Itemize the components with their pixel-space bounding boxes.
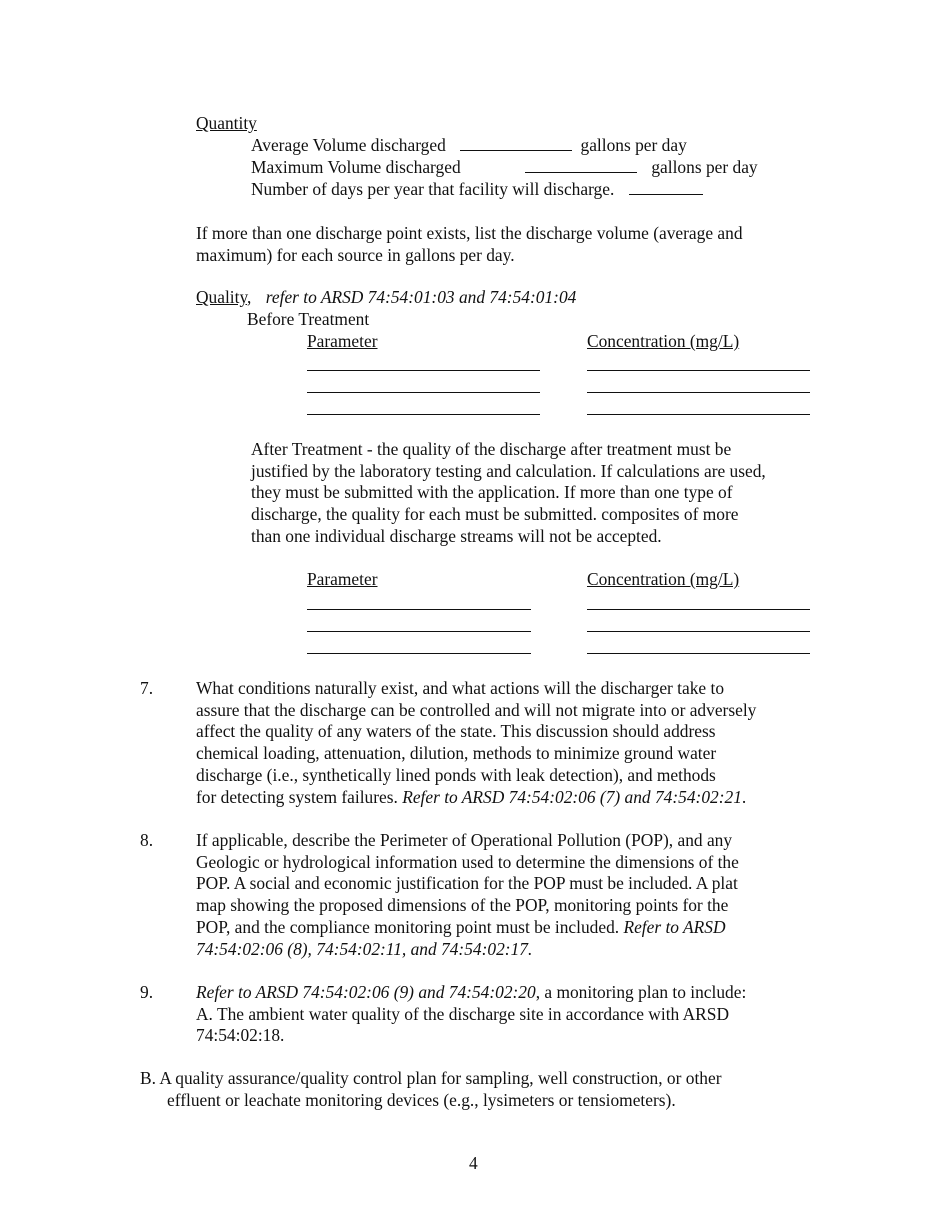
text-line: After Treatment - the quality of the discharge after treatment must be: [251, 439, 732, 459]
text-line: [196, 917, 739, 939]
before-parameter-line-3[interactable]: [307, 414, 540, 415]
item-7-reference: Refer to ARSD 74:54:02:06 (7) and 74:54:02:21: [402, 786, 742, 807]
text-line: Geologic or hydrological information used to determine the dimensions of the: [196, 851, 739, 872]
multiple-points-paragraph: [196, 223, 743, 266]
text-line: they must be submitted with the application. If more than one type of: [251, 482, 733, 503]
item-9-text: [196, 982, 746, 1047]
text-line: maximum) for each source in gallons per day.: [196, 244, 515, 265]
average-volume-label: Average Volume discharged: [251, 135, 446, 155]
after-concentration-line-1[interactable]: [587, 609, 810, 610]
maximum-volume-field[interactable]: [525, 157, 637, 173]
after-parameter-header: Parameter: [307, 569, 378, 589]
text-line: than one individual discharge streams will not be accepted.: [251, 525, 662, 546]
item-7-period: .: [741, 786, 747, 807]
text-line: POP. A social and economic justification for the POP must be included. A plat: [196, 873, 738, 894]
after-concentration-line-2[interactable]: [587, 631, 810, 632]
item-8-line-5: POP, and the compliance monitoring point must be included.: [196, 916, 624, 937]
average-volume-field[interactable]: [460, 135, 572, 151]
item-8-text: [196, 830, 739, 960]
discharge-days-field[interactable]: [629, 179, 703, 195]
before-concentration-line-2[interactable]: [587, 392, 810, 393]
average-volume-unit: gallons per day: [580, 135, 687, 155]
quantity-heading: Quantity: [196, 113, 257, 133]
item-b-line-1: B. A quality assurance/quality control plan for sampling, well construction, or other: [140, 1068, 722, 1088]
item-7-text: [196, 678, 756, 808]
after-parameter-line-2[interactable]: [307, 631, 531, 632]
text-line: discharge, the quality for each must be submitted. composites of more: [251, 504, 739, 525]
after-parameter-line-3[interactable]: [307, 653, 531, 654]
item-8-reference-b: 74:54:02:06 (8), 74:54:02:11, and 74:54:02:17.: [196, 938, 533, 959]
item-7-last-line: for detecting system failures.: [196, 786, 403, 807]
discharge-days-row: [251, 179, 703, 201]
quality-heading: Quality: [196, 287, 248, 307]
text-line: What conditions naturally exist, and what actions will the discharger take to: [196, 678, 725, 698]
before-treatment-label: Before Treatment: [247, 309, 370, 329]
page-number: 4: [469, 1153, 478, 1173]
maximum-volume-row: [251, 157, 758, 179]
after-concentration-line-3[interactable]: [587, 653, 810, 654]
before-parameter-header: Parameter: [307, 331, 378, 351]
item-8-number: 8.: [140, 830, 154, 850]
before-concentration-line-3[interactable]: [587, 414, 810, 415]
before-parameter-line-1[interactable]: [307, 370, 540, 371]
text-line: chemical loading, attenuation, dilution, methods to minimize ground water: [196, 743, 717, 764]
maximum-volume-label: Maximum Volume discharged: [251, 157, 461, 177]
text-line: assure that the discharge can be controlled and will not migrate into or adversely: [196, 699, 757, 720]
before-parameter-line-2[interactable]: [307, 392, 540, 393]
quality-heading-separator: ,: [247, 287, 252, 307]
quality-reference: refer to ARSD 74:54:01:03 and 74:54:01:04: [265, 287, 577, 307]
before-concentration-header: Concentration (mg/L): [587, 331, 740, 351]
text-line: map showing the proposed dimensions of the POP, monitoring points for the: [196, 895, 729, 916]
text-line: discharge (i.e., synthetically lined ponds with leak detection), and methods: [196, 764, 716, 785]
text-line: [196, 787, 756, 809]
quality-heading-row: [196, 287, 576, 309]
item-9-intro: , a monitoring plan to include:: [535, 982, 747, 1002]
item-b-line-2: effluent or leachate monitoring devices (e.g., lysimeters or tensiometers).: [167, 1090, 676, 1110]
text-line: [196, 982, 746, 1004]
before-concentration-line-1[interactable]: [587, 370, 810, 371]
item-9a-line-1: A. The ambient water quality of the discharge site in accordance with ARSD: [196, 1003, 730, 1024]
text-line: affect the quality of any waters of the state. This discussion should address: [196, 721, 716, 742]
after-parameter-line-1[interactable]: [307, 609, 531, 610]
after-treatment-paragraph: [251, 439, 766, 548]
after-concentration-header: Concentration (mg/L): [587, 569, 740, 589]
item-9-number: 9.: [140, 982, 154, 1002]
text-line: justified by the laboratory testing and calculation. If calculations are used,: [251, 460, 766, 481]
maximum-volume-unit: gallons per day: [651, 157, 758, 177]
discharge-days-label: Number of days per year that facility will discharge.: [251, 179, 615, 199]
text-line: If applicable, describe the Perimeter of Operational Pollution (POP), and any: [196, 830, 733, 850]
item-9-reference: Refer to ARSD 74:54:02:06 (9) and 74:54:02:20: [196, 982, 536, 1002]
item-8-reference-a: Refer to ARSD: [623, 916, 726, 937]
item-7-number: 7.: [140, 678, 154, 698]
text-line: If more than one discharge point exists, list the discharge volume (average and: [196, 223, 743, 243]
average-volume-row: [251, 135, 687, 157]
item-9a-line-2: 74:54:02:18.: [196, 1025, 285, 1046]
